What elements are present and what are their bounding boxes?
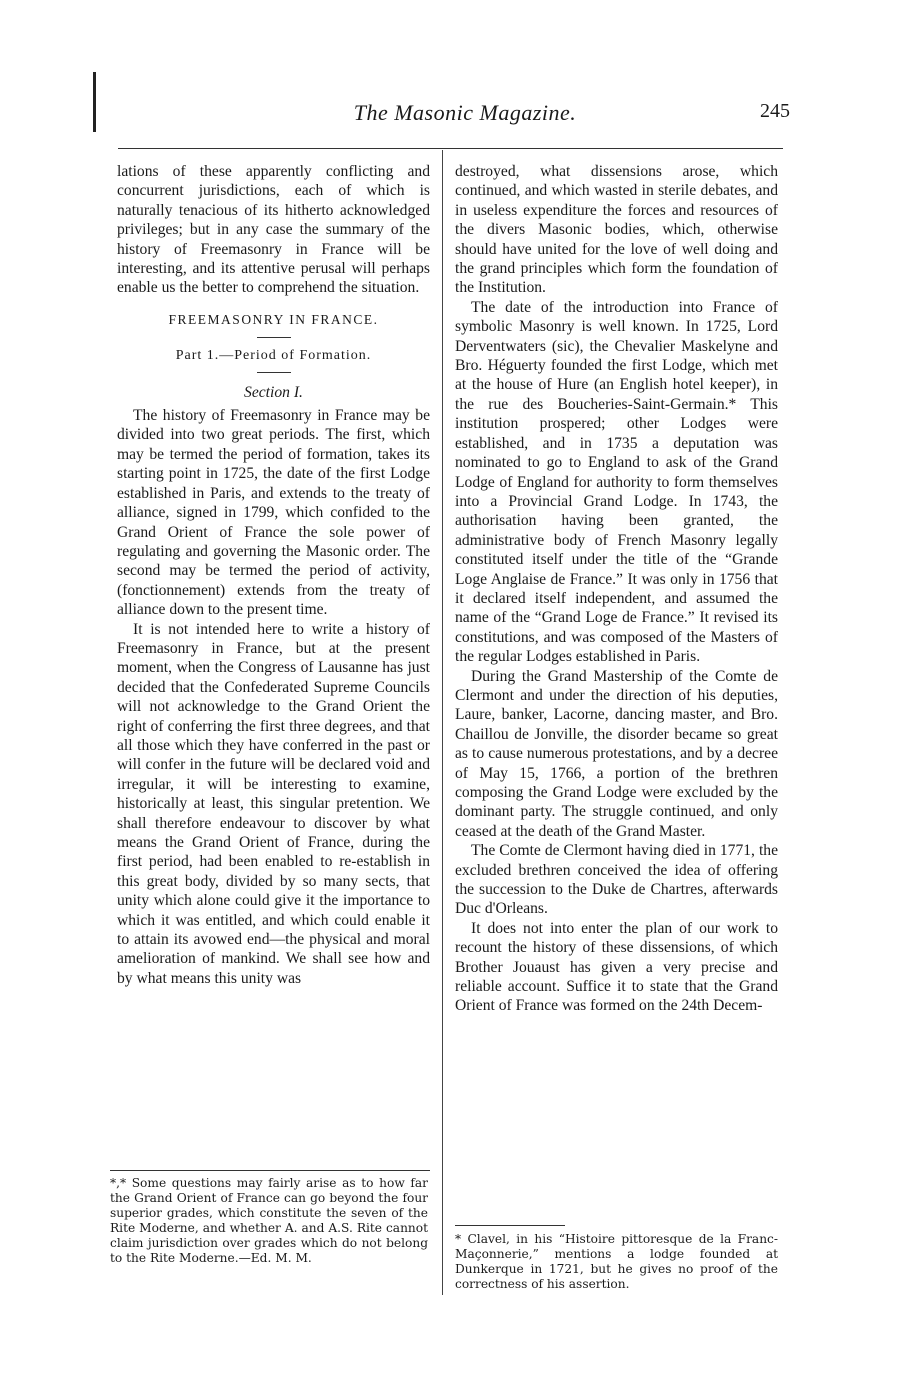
left-column	[117, 162, 430, 988]
header-rule	[118, 148, 783, 149]
paragraph: It does not into enter the plan of our work to recount the history of these dissensions, of which Brother Jouaust has given a very precise and reliable account. Suffice it to state that the Grand Orient of France was formed on the 24th Decem-	[455, 919, 778, 1015]
short-rule	[257, 372, 291, 373]
footnote-right	[455, 1219, 778, 1292]
paragraph: The Comte de Clermont having died in 1771, the excluded brethren conceived the idea of offering the succession to the Duke de Chartres, afterwards Duc d'Orleans.	[455, 842, 778, 918]
paragraph: lations of these apparently conflicting and concurrent jurisdictions, each of which is naturally tenacious of its hitherto acknowledged privileges; but in any case the summary of the history of Freemasonry in France will be interesting, and its attentive perusal will perhaps enable us the better to comprehend the situation.	[117, 163, 430, 297]
footnote-rule	[110, 1170, 430, 1171]
footnote-rule	[455, 1225, 565, 1226]
paragraph: The history of Freemasonry in France may be divided into two great periods. The first, which may be termed the period of formation, takes its starting point in 1725, the date of the first Lodge established in Paris, and extends to the treaty of alliance, signed in 1799, which confided to the Grand Orient of France the sole power of regulating and governing the Masonic order. The second may be termed the period of activity, (fonctionnement) extends from the treaty of alliance down to the present time.	[117, 407, 430, 619]
footnote-left: *,* Some questions may fairly arise as to how far the Grand Orient of France can go beyond the four superior grades, which constitute the seven of the Rite Moderne, and whether A. and A.S. Rite cannot claim jurisdiction over grades which do not belong to the Rite Moderne.—Ed. M. M.	[110, 1176, 428, 1265]
page-header	[110, 100, 790, 140]
running-title: The Masonic Magazine.	[353, 100, 577, 125]
paragraph: The date of the introduction into France of symbolic Masonry is well known. In 1725, Lord Derventwaters (sic), the Chevalier Maskelyne and Bro. Héguerty founded the first Lodge, which met at the house of Hure (an English hotel keeper), in the rue des Boucheries-Saint-Germain.* This institution prospered; other Lodges were established, and in 1735 a deputation was nominated to go to England to ask of the Grand Lodge of England for authority to form themselves into a Provincial Grand Lodge. In 1743, the authorisation having been granted, the administrative body of French Masonry legally constituted itself under the title of the “Grande Loge Anglaise de France.” It was only in 1756 that it declared itself independent, and assumed the name of the “Grand Loge de France.” It revised its constitutions, and was composed of the Masters of the regular Lodges established in Paris.	[455, 298, 778, 666]
page-number: 245	[760, 100, 790, 122]
column-divider	[442, 150, 443, 1295]
right-column	[455, 162, 778, 1016]
scan-edge-mark	[93, 72, 96, 132]
section-title: FREEMASONRY IN FRANCE.	[168, 311, 379, 327]
short-rule	[257, 337, 291, 338]
footnote-text: * Clavel, in his “Histoire pittoresque de la Franc-Maçonnerie,” mentions a lodge founded at Dunkerque in 1721, but he gives no proof of the correctness of his assertion.	[455, 1232, 778, 1291]
paragraph: destroyed, what dissensions arose, which continued, and which wasted in sterile debates, and in useless expenditure the forces and resources of the divers Masonic bodies, which, otherwise should have united for the love of well doing and the grand principles which form the foundation of the Institution.	[455, 163, 778, 297]
paragraph: It is not intended here to write a history of Freemasonry in France, but at the present moment, when the Congress of Lausanne has just decided that the Confederated Supreme Councils will not acknowledge to the Grand Orient the right of conferring the first three degrees, and that all those which they have conferred in the past or will confer in the future will be declared void and irregular, it will be interesting to examine, historically at least, this singular pretention. We shall therefore endeavour to discover by what means the Grand Orient of France, during the first period, had been enabled to re-establish in this great body, divided by so many sects, that unity which alone could give it the importance to which it was entitled, and which could enable it to attain its avowed end—the physical and moral amelioration of mankind. We shall see how and by what means this unity was	[117, 620, 430, 987]
paragraph: During the Grand Mastership of the Comte de Clermont and under the direction of his deputies, Laure, banker, Lacorne, dancing master, and Bro. Chaillou de Jonville, the disorder became so great as to cause numerous protestations, and by a decree of May 15, 1766, a portion of the brethren composing the Grand Lodge were excluded by the dominant party. The struggle continued, and only ceased at the death of the Grand Master.	[455, 667, 778, 840]
subsection-title: Section I.	[244, 383, 303, 401]
part-title: Part 1.—Period of Formation.	[175, 348, 372, 364]
